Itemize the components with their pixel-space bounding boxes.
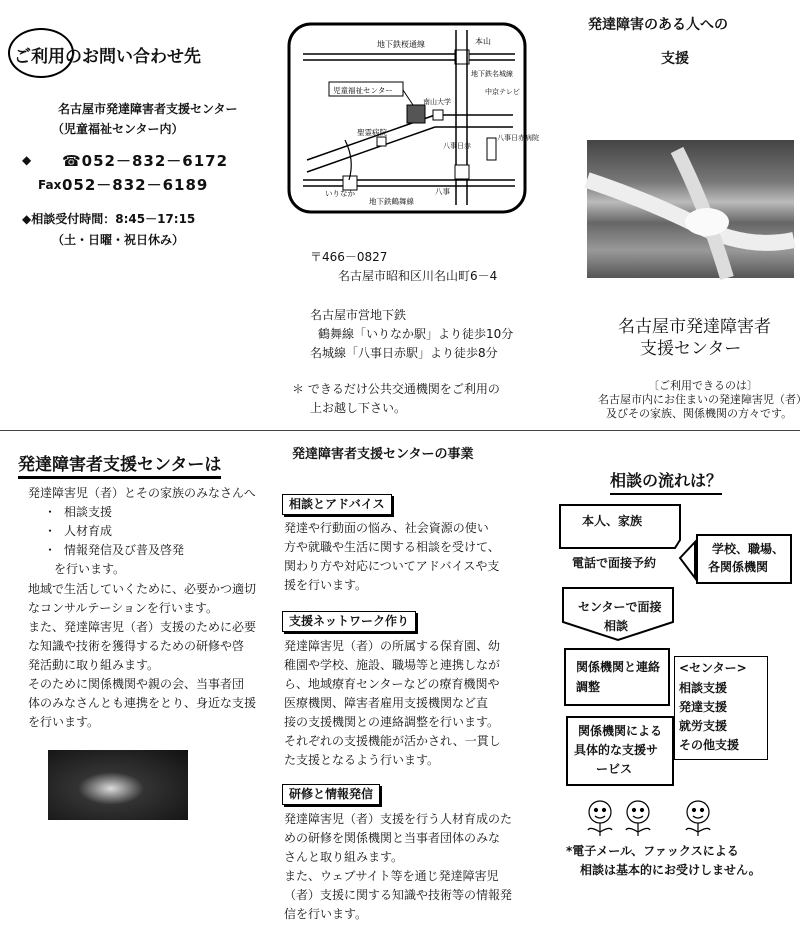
cover-center-name-line-1: 名古屋市発達障害者: [618, 317, 771, 337]
address-subway-heading: 名古屋市営地下鉄: [310, 308, 407, 322]
services-heading-consultation: 相談とアドバイス: [282, 494, 392, 515]
services-network-line: 稚園や学校、施設、職場等と連携しなが: [284, 658, 501, 672]
cover-eligibility-2: 名古屋市内にお住まいの発達障害児（者）: [598, 393, 807, 406]
services-training-line: めの研修を関係機関と当事者団体のみな: [284, 831, 501, 845]
flow-step-3-line-1: センターで面接: [578, 600, 662, 614]
cover-title-line-2: 支援: [661, 51, 689, 67]
flow-step-5-line-1: 関係機関による: [578, 724, 663, 738]
flower-icons: [580, 796, 740, 838]
services-network-line: 発達障害児（者）の所属する保育園、幼: [284, 639, 501, 653]
services-heading-training: 研修と情報発信: [282, 784, 380, 805]
about-item: 人材育成: [64, 524, 113, 538]
cover-eligibility-3: 及びその家族、関係機関の方々です。: [606, 407, 793, 420]
services-training-line: （者）支援に関する知識や技術等の情報発: [284, 888, 513, 902]
map-label-yagoto: 八事: [435, 187, 450, 196]
flow-side-1-line-2: 各関係機関: [708, 560, 769, 574]
map-label-childrens-center: 児童福祉センター: [333, 86, 393, 95]
flow-center-box: [674, 656, 768, 760]
address-street: 名古屋市昭和区川名山町6－4: [338, 269, 498, 283]
about-after-items: を行います。: [54, 562, 126, 576]
contact-org-sub: （児童福祉センター内）: [52, 122, 184, 136]
about-line: 地域で生活していくために、必要かつ適切: [28, 582, 257, 596]
map-label-irinaka: いりなか: [325, 189, 355, 198]
services-consultation-line: 関わり方や対応についてアドバイスや支: [284, 559, 500, 573]
services-training-line: また、ウェブサイト等を通じ発達障害児: [284, 869, 499, 883]
services-network-line: それぞれの支援機能が活かされ、一貫し: [284, 734, 501, 748]
services-network-line: ら、地域療育センターなどの療育機関や: [284, 677, 500, 691]
map-label-chukyo-tv: 中京テレビ: [485, 88, 520, 96]
map-label-subway-meijo: 地下鉄名城線: [471, 70, 513, 78]
flow-step-5-line-2: 具体的な支援サ: [574, 743, 659, 757]
map-label-motoyama: 本山: [475, 37, 491, 46]
flow-step-2: 電話で面接予約: [572, 556, 657, 570]
cover-eligibility-1: 〔ご利用できるのは〕: [648, 379, 758, 392]
flow-center-item: 就労支援: [679, 719, 728, 733]
map-label-hospital: 聖霊病院: [357, 128, 387, 137]
about-line: 発活動に取り組みます。: [28, 658, 160, 672]
flow-center-item: 発達支援: [679, 700, 728, 714]
flow-step-5: [566, 716, 674, 786]
flower-icon: [588, 801, 612, 836]
contact-tel: ☎052－832－6172: [62, 152, 229, 170]
flow-center-item: 相談支援: [679, 681, 728, 695]
about-item: 相談支援: [64, 505, 113, 519]
flow-side-1: [696, 534, 792, 584]
contact-holidays: （土・日曜・祝日休み）: [52, 233, 185, 247]
map-label-yagoto-hospital: 八事日赤病院: [497, 134, 539, 142]
cover-rope-image: [587, 140, 794, 278]
services-heading-network: 支援ネットワーク作り: [282, 611, 416, 632]
contact-bullet-icon: ◆: [22, 153, 32, 167]
map-label-subway-tsurumai: 地下鉄鶴舞線: [369, 197, 414, 206]
map-label-nanzan-univ: 南山大学: [423, 98, 451, 106]
fold-divider: [0, 430, 800, 431]
flow-side-1-line-1: 学校、職場、: [712, 542, 785, 556]
about-item: 情報発信及び普及啓発: [64, 543, 185, 557]
services-network-line: た支援となるよう行います。: [284, 753, 440, 767]
about-line: 体のみなさんとも連携をとり、身近な支援: [28, 696, 257, 710]
about-item-bullet: ・: [44, 505, 57, 519]
contact-title: ご利用のお問い合わせ先: [14, 47, 201, 67]
about-line: な知識や技術を獲得するための研修や啓: [28, 639, 245, 653]
flow-title: 相談の流れは？: [610, 468, 722, 495]
about-photo: [48, 750, 188, 820]
flow-step-4-line-2: 調整: [576, 680, 601, 694]
services-title: 発達障害者支援センターの事業: [292, 447, 474, 462]
address-route-1: 鶴舞線「いりなか駅」より徒歩10分: [318, 327, 514, 341]
flow-note-1: *電子メール、ファックスによる: [566, 844, 739, 858]
about-title: 発達障害者支援センターは: [18, 450, 221, 479]
flow-step-1: 本人、家族: [582, 514, 643, 528]
flow-note-2: 相談は基本的にお受けしません。: [580, 863, 761, 877]
flower-icon: [686, 801, 710, 836]
about-line: を行います。: [28, 715, 100, 729]
flow-center-label: <センター>: [679, 661, 747, 675]
contact-hours: ◆相談受付時間：8:45－17:15: [22, 212, 196, 226]
cover-title-line-1: 発達障害のある人への: [588, 17, 728, 33]
address-postal: 〒466－0827: [310, 250, 388, 264]
contact-org: 名古屋市発達障害者支援センター: [58, 102, 238, 116]
address-note-1: ＊ できるだけ公共交通機関をご利用の: [292, 382, 500, 396]
about-line: なコンサルテーションを行います。: [28, 601, 218, 615]
services-network-line: 医療機関、障害者雇用支援機関など直: [284, 696, 489, 710]
address-note-2: 上お越し下さい。: [310, 401, 407, 415]
about-line: そのために関係機関や親の会、当事者団: [28, 677, 245, 691]
map-label-subway-sakuradori: 地下鉄桜通線: [377, 40, 425, 49]
services-training-line: さんと取り組みます。: [284, 850, 404, 864]
services-consultation-line: 発達や行動面の悩み、社会資源の使い: [284, 521, 489, 535]
contact-fax: 052－832－6189: [62, 176, 209, 194]
services-consultation-line: 方や就職や生活に関する相談を受けて、: [284, 540, 500, 554]
flow-step-4-line-1: 関係機関と連絡: [576, 660, 661, 674]
flow-step-5-line-3: ービス: [596, 762, 633, 776]
address-route-2: 名城線「八事日赤駅」より徒歩8分: [310, 346, 498, 360]
cover-center-name-line-2: 支援センター: [640, 339, 742, 359]
services-training-line: 発達障害児（者）支援を行う人材育成のた: [284, 812, 513, 826]
about-intro: 発達障害児（者）とその家族のみなさんへ: [28, 486, 256, 500]
about-item-bullet: ・: [44, 543, 57, 557]
flow-center-item: その他支援: [679, 738, 740, 752]
services-network-line: 接の支援機関との連絡調整を行います。: [284, 715, 500, 729]
flower-icon: [626, 801, 650, 836]
about-item-bullet: ・: [44, 524, 57, 538]
services-consultation-line: 援を行います。: [284, 578, 368, 592]
flow-step-4: [564, 648, 670, 706]
contact-fax-label: Fax: [38, 178, 62, 192]
services-training-line: 信を行います。: [284, 907, 368, 921]
about-line: また、発達障害児（者）支援のために必要: [28, 620, 257, 634]
flow-step-3-line-2: 相談: [604, 619, 629, 633]
access-map: [285, 20, 539, 217]
map-label-yagoto-nisseki: 八事日赤: [443, 142, 471, 150]
